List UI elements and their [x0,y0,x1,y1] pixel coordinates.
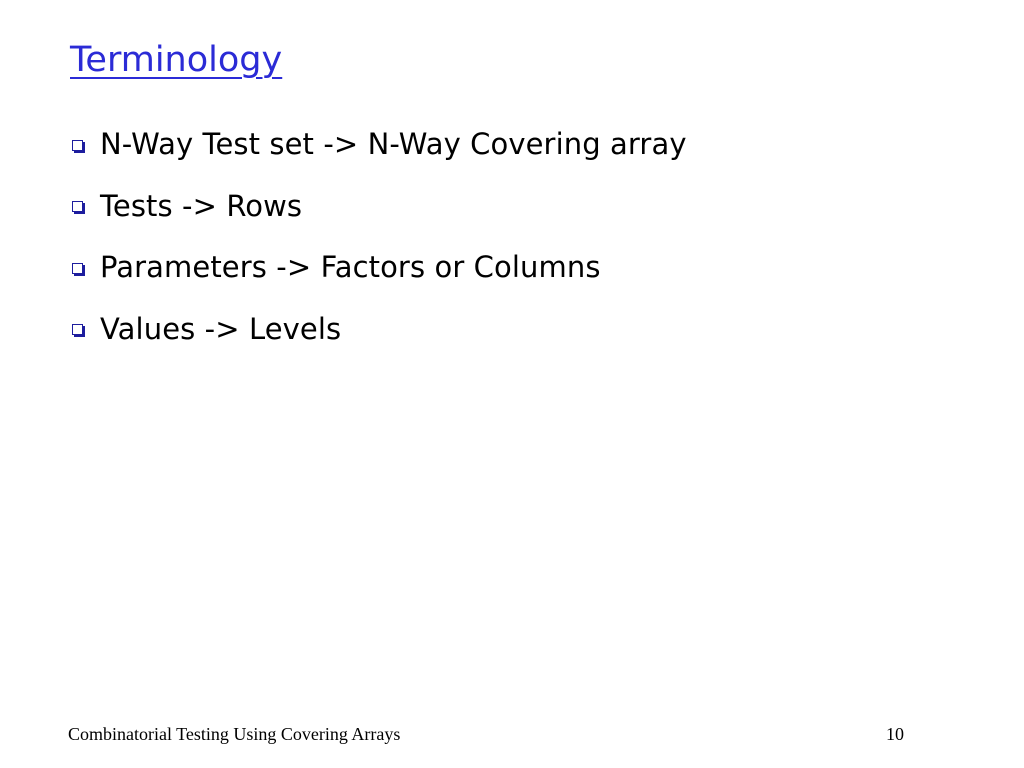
page-number: 10 [886,724,904,744]
bullet-item [72,122,687,166]
square-bullet-icon [72,201,83,212]
bullet-text: N-Way Test set -> N-Way Covering array [100,127,687,161]
slide-title: Terminology [70,40,283,80]
footer-title: Combinatorial Testing Using Covering Arrays [68,724,401,744]
bullet-item [72,184,687,228]
bullet-list [72,122,687,368]
square-bullet-icon [72,263,83,274]
square-bullet-icon [72,140,83,151]
bullet-text: Parameters -> Factors or Columns [100,250,601,284]
bullet-text: Tests -> Rows [100,188,303,223]
bullet-item [72,307,687,351]
square-bullet-icon [72,324,83,335]
bullet-text: Values -> Levels [100,311,342,346]
bullet-item [72,245,687,289]
